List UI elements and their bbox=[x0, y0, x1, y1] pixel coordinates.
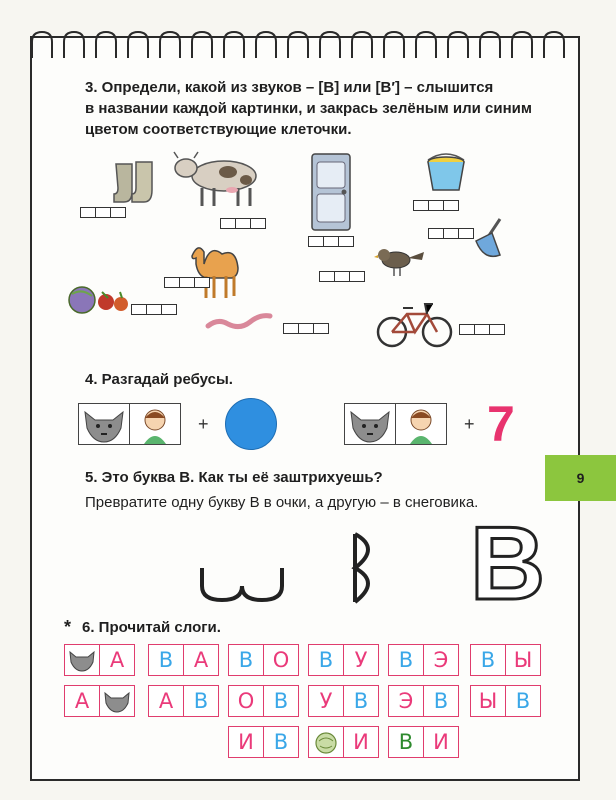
task3-title-line2: в названии каждой картинки, и закрась зелёным или синим bbox=[85, 100, 532, 117]
syllable-card-1-2 bbox=[148, 644, 219, 676]
blue-circle bbox=[225, 398, 277, 450]
syllable-letter: В bbox=[309, 645, 344, 675]
syllable-letter: В bbox=[229, 645, 264, 675]
syllable-letter: У bbox=[309, 686, 344, 716]
answer-cells-vegetables[interactable] bbox=[131, 304, 177, 315]
spiral-binding bbox=[28, 28, 584, 64]
syllable-card-2-5 bbox=[388, 685, 459, 717]
syllable-card-1-5 bbox=[388, 644, 459, 676]
syllable-letter: В bbox=[149, 645, 184, 675]
syllable-card-3-2 bbox=[308, 726, 379, 758]
letter-v-thin-outline[interactable] bbox=[345, 530, 385, 606]
syllable-letter: А bbox=[65, 686, 100, 716]
syllable-card-1-4 bbox=[308, 644, 379, 676]
syllable-card-2-3 bbox=[228, 685, 299, 717]
syllable-card-1-6 bbox=[470, 644, 541, 676]
task3-title-line3: цветом соответствующие клеточки. bbox=[85, 121, 352, 138]
worm-picture bbox=[204, 306, 276, 332]
task3-title-line1: 3. Определи, какой из звуков – [В] или [В′] – слышится bbox=[85, 79, 494, 96]
rebus-number-7: 7 bbox=[487, 396, 515, 452]
bird-picture bbox=[374, 244, 426, 278]
syllable-letter: В bbox=[273, 689, 289, 713]
syllable-card-1-1 bbox=[64, 644, 135, 676]
syllable-card-3-3 bbox=[388, 726, 459, 758]
rebus-box-2 bbox=[344, 403, 447, 445]
wolf-icon bbox=[65, 645, 100, 675]
syllable-card-1-3 bbox=[228, 644, 299, 676]
syllable-letter: А bbox=[109, 648, 125, 672]
task5-title-line1: 5. Это буква В. Как ты её заштрихуешь? bbox=[85, 469, 383, 486]
answer-cells-camel[interactable] bbox=[164, 277, 210, 288]
syllable-letter: И bbox=[433, 730, 449, 754]
rebus-box-1 bbox=[78, 403, 181, 445]
vegetables-picture bbox=[66, 282, 132, 316]
answer-cells-scoop[interactable] bbox=[428, 228, 474, 239]
answer-cells-cow[interactable] bbox=[220, 218, 266, 229]
syllable-letter: Ы bbox=[513, 648, 533, 672]
syllable-letter: В bbox=[389, 645, 424, 675]
girl-icon bbox=[130, 404, 180, 444]
syllable-card-3-1 bbox=[228, 726, 299, 758]
answer-cells-bird[interactable] bbox=[319, 271, 365, 282]
page-number-tab: 9 bbox=[545, 455, 616, 501]
syllable-letter: В bbox=[353, 689, 369, 713]
syllable-letter: В bbox=[193, 689, 209, 713]
wolf-icon bbox=[79, 404, 130, 444]
syllable-letter: В bbox=[389, 727, 424, 757]
wolf-icon bbox=[100, 686, 134, 716]
task5-title-line2: Превратите одну букву В в очки, а другую – в снеговика. bbox=[85, 494, 479, 511]
bucket-picture bbox=[422, 150, 470, 194]
cow-picture bbox=[172, 148, 264, 210]
syllable-letter: А bbox=[149, 686, 184, 716]
plus-sign-1: + bbox=[198, 414, 209, 434]
syllable-letter: В bbox=[273, 730, 289, 754]
answer-cells-boots[interactable] bbox=[80, 207, 126, 218]
syllable-letter: Э bbox=[433, 648, 449, 672]
letter-v-rotated-outline[interactable] bbox=[198, 560, 286, 604]
syllable-letter: А bbox=[193, 648, 209, 672]
syllable-letter: Ы bbox=[471, 686, 506, 716]
plus-sign-2: + bbox=[464, 414, 475, 434]
bicycle-picture bbox=[375, 298, 455, 350]
answer-cells-bicycle[interactable] bbox=[459, 324, 505, 335]
syllable-letter: И bbox=[353, 730, 369, 754]
syllable-letter: В bbox=[471, 645, 506, 675]
letter-v-bold-outline[interactable]: В bbox=[470, 506, 546, 622]
syllable-letter: И bbox=[229, 727, 264, 757]
boots-picture bbox=[110, 158, 160, 206]
task4-title: 4. Разгадай ребусы. bbox=[85, 371, 233, 388]
wolf-icon bbox=[345, 404, 396, 444]
girl-icon bbox=[396, 404, 446, 444]
cabbage-icon bbox=[309, 727, 344, 757]
answer-cells-door[interactable] bbox=[308, 236, 354, 247]
door-picture bbox=[308, 152, 354, 232]
answer-cells-worm[interactable] bbox=[283, 323, 329, 334]
syllable-letter: Э bbox=[389, 686, 424, 716]
syllable-card-2-6 bbox=[470, 685, 541, 717]
syllable-letter: У bbox=[354, 648, 368, 672]
scoop-picture bbox=[470, 215, 506, 261]
syllable-letter: В bbox=[433, 689, 449, 713]
camel-picture bbox=[186, 232, 246, 302]
task6-title: 6. Прочитай слоги. bbox=[82, 619, 221, 636]
syllable-card-2-1 bbox=[64, 685, 135, 717]
syllable-card-2-4 bbox=[308, 685, 379, 717]
star-marker: * bbox=[64, 617, 72, 637]
syllable-letter: О bbox=[272, 648, 290, 672]
syllable-letter: В bbox=[515, 689, 531, 713]
syllable-card-2-2 bbox=[148, 685, 219, 717]
syllable-letter: О bbox=[229, 686, 264, 716]
answer-cells-bucket[interactable] bbox=[413, 200, 459, 211]
